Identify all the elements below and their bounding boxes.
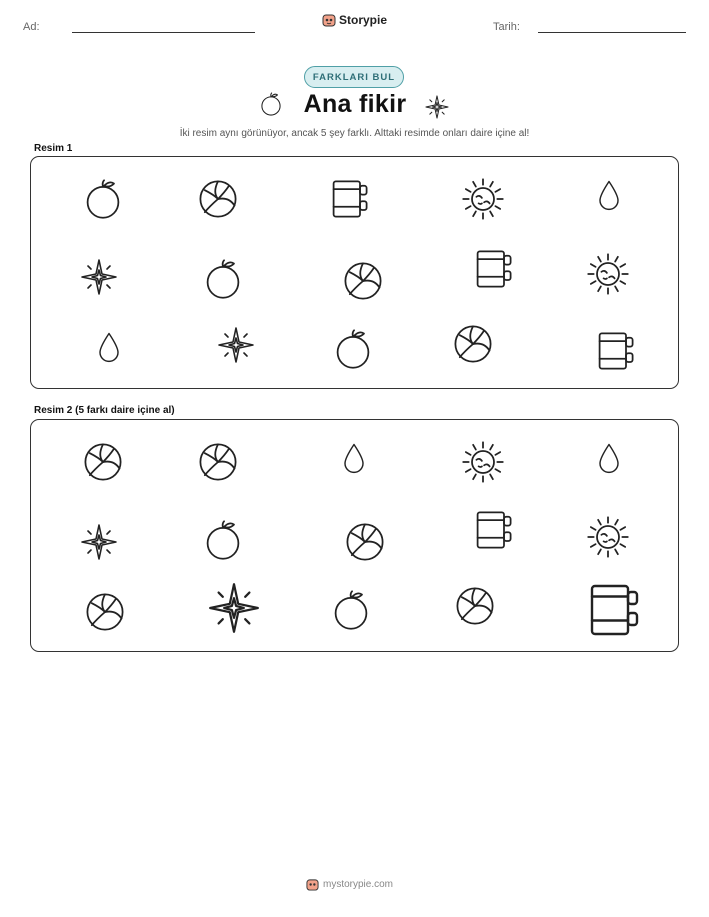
name-line[interactable] xyxy=(72,32,255,33)
volleyball-icon[interactable] xyxy=(343,520,387,569)
sparkle-icon[interactable] xyxy=(206,580,262,641)
drop-icon xyxy=(91,329,127,370)
storypie-icon xyxy=(322,13,336,27)
volleyball-icon[interactable] xyxy=(196,440,240,489)
drop-icon[interactable] xyxy=(591,440,627,481)
picture1-label: Resim 1 xyxy=(34,143,73,154)
drop-icon[interactable] xyxy=(336,440,372,481)
book-icon[interactable] xyxy=(471,508,515,557)
name-label: Ad: xyxy=(23,21,40,33)
title-sparkle-icon xyxy=(424,94,450,125)
sun-icon[interactable] xyxy=(586,515,630,564)
sparkle-icon[interactable] xyxy=(79,522,119,567)
picture2-label: Resim 2 (5 farkı daire içine al) xyxy=(34,405,175,416)
picture1-panel xyxy=(30,156,679,389)
sparkle-icon xyxy=(216,325,256,370)
date-line[interactable] xyxy=(538,32,686,33)
apple-icon[interactable] xyxy=(201,518,245,567)
volleyball-icon xyxy=(341,259,385,308)
date-label: Tarih: xyxy=(493,21,520,33)
footer xyxy=(306,878,393,891)
book-icon[interactable] xyxy=(583,580,643,645)
title-apple-icon xyxy=(258,91,284,122)
volleyball-icon[interactable] xyxy=(453,584,497,633)
apple-icon xyxy=(331,327,375,376)
footer-url[interactable]: mystorypie.com xyxy=(323,879,394,890)
apple-icon[interactable] xyxy=(329,588,373,637)
picture2-panel[interactable] xyxy=(30,419,679,652)
apple-icon xyxy=(81,177,125,226)
brand-name: Storypie xyxy=(339,13,388,27)
drop-icon xyxy=(591,177,627,218)
sun-icon[interactable] xyxy=(461,440,505,489)
activity-badge: FARKLARI BUL xyxy=(304,66,404,88)
volleyball-icon[interactable] xyxy=(83,590,127,639)
sun-icon xyxy=(461,177,505,226)
volleyball-icon xyxy=(196,177,240,226)
instructions: İki resim aynı görünüyor, ancak 5 şey farklı. Alttaki resimde onları daire içine al! xyxy=(179,128,530,139)
book-icon xyxy=(327,177,371,226)
brand-logo xyxy=(322,13,387,27)
sun-icon xyxy=(586,252,630,301)
book-icon xyxy=(471,247,515,296)
book-icon xyxy=(593,329,637,378)
volleyball-icon xyxy=(451,322,495,371)
sparkle-icon xyxy=(79,257,119,302)
apple-icon xyxy=(201,257,245,306)
page-title: Ana fikir xyxy=(303,90,407,118)
volleyball-icon[interactable] xyxy=(81,440,125,489)
storypie-icon xyxy=(306,878,319,891)
